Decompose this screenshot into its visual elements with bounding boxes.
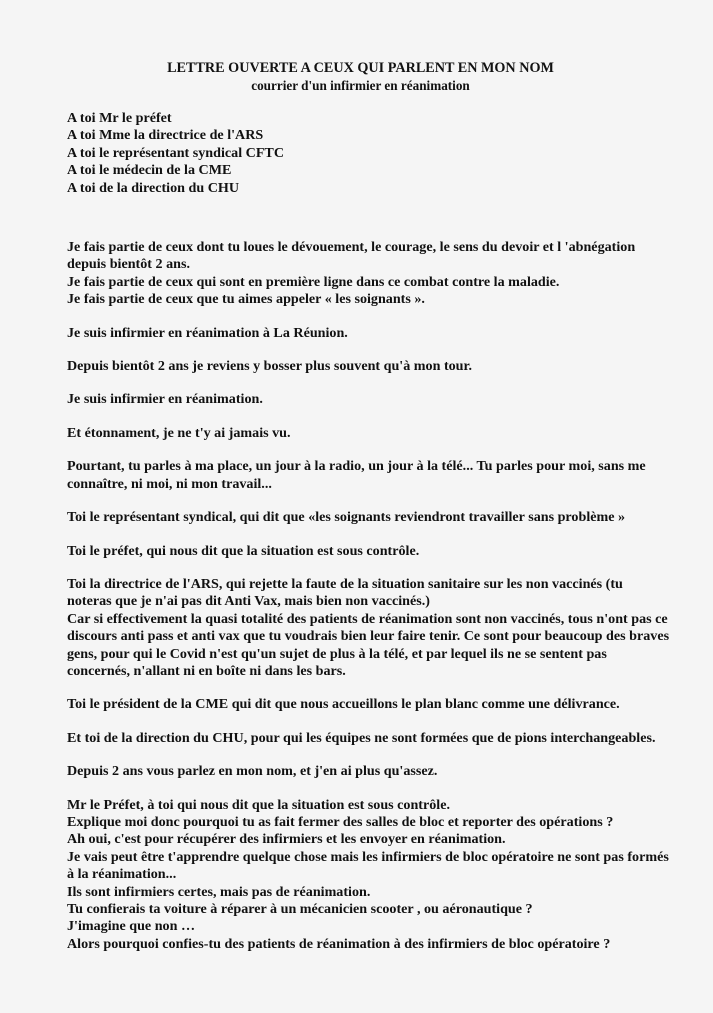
paragraph-line: Je suis infirmier en réanimation à La Réunion. — [67, 324, 348, 341]
paragraph-line: Je suis infirmier en réanimation. — [67, 391, 263, 408]
paragraph-line: connaître, ni moi, ni mon travail... — [67, 475, 272, 492]
paragraph-line: Et toi de la direction du CHU, pour qui les équipes ne sont formées que de pions interchangeables. — [67, 729, 656, 746]
paragraph-line: noteras que je n'ai pas dit Anti Vax, mais bien non vaccinés.) — [67, 593, 430, 610]
paragraph-line: Pourtant, tu parles à ma place, un jour à la radio, un jour à la télé... Tu parles pour moi, sans me — [67, 458, 646, 475]
paragraph-line: gens, pour qui le Covid n'est qu'un sujet de plus à la télé, et par lequel ils ne se sentent pas — [67, 645, 607, 662]
paragraph-line: depuis bientôt 2 ans. — [67, 256, 190, 273]
paragraph-line: Ah oui, c'est pour récupérer des infirmiers et les envoyer en réanimation. — [67, 831, 506, 848]
paragraph-line: Toi le préfet, qui nous dit que la situation est sous contrôle. — [67, 542, 420, 559]
letter-subtitle: courrier d'un infirmier en réanimation — [251, 78, 470, 93]
paragraph-line: Je fais partie de ceux qui sont en première ligne dans ce combat contre la maladie. — [67, 273, 560, 290]
paragraph-line: Toi le président de la CME qui dit que nous accueillons le plan blanc comme une délivrance. — [67, 696, 620, 713]
paragraph-line: Je fais partie de ceux dont tu loues le dévouement, le courage, le sens du devoir et l 'abnégation — [67, 239, 636, 256]
paragraph-line: Je fais partie de ceux que tu aimes appeler « les soignants ». — [67, 291, 425, 308]
paragraph-line: Tu confierais ta voiture à réparer à un mécanicien scooter , ou aéronautique ? — [67, 901, 533, 917]
letter-body — [67, 110, 670, 953]
title-block — [0, 60, 713, 94]
addressee-line: A toi le médecin de la CME — [67, 162, 232, 179]
paragraph-line: Car si effectivement la quasi totalité des patients de réanimation sont non vaccinés, tous n'ont pas ce — [67, 610, 668, 627]
paragraph-line: Explique moi donc pourquoi tu as fait fermer des salles de bloc et reporter des opérations ? — [67, 813, 614, 830]
paragraph-prefet — [67, 797, 667, 954]
paragraph-line: Toi la directrice de l'ARS, qui rejette la faute de la situation sanitaire sur les non vaccinés (tu — [67, 575, 623, 592]
addressee-line: A toi Mr le préfet — [67, 110, 172, 126]
paragraph-line: Mr le Préfet, à toi qui nous dit que la situation est sous contrôle. — [67, 796, 451, 813]
letter-title: LETTRE OUVERTE A CEUX QUI PARLENT EN MON NOM — [167, 60, 554, 76]
paragraph-line: Toi le représentant syndical, qui dit que «les soignants reviendront travailler sans problème » — [67, 509, 626, 526]
addressee-list — [67, 110, 667, 197]
addressee-line: A toi de la direction du CHU — [67, 179, 240, 196]
addressee-line: A toi le représentant syndical CFTC — [67, 144, 285, 161]
paragraph-line: Alors pourquoi confies-tu des patients de réanimation à des infirmiers de bloc opératoire ? — [67, 935, 611, 952]
paragraph-line: à la réanimation... — [67, 866, 177, 883]
paragraph-line: Depuis 2 ans vous parlez en mon nom, et j'en ai plus qu'assez. — [67, 763, 438, 780]
paragraph-line: Et étonnament, je ne t'y ai jamais vu. — [67, 424, 291, 441]
paragraph-line: J'imagine que non … — [67, 918, 196, 935]
addressee-line: A toi Mme la directrice de l'ARS — [67, 127, 264, 144]
paragraph-pourtant — [67, 458, 667, 493]
paragraph-line: discours anti pass et anti vax que tu voudrais bien leur faire tenir. Ce sont pour beaucoup des braves — [67, 628, 670, 645]
paragraph-intro — [67, 239, 667, 309]
paragraph-ars — [67, 575, 670, 680]
paragraph-line: Ils sont infirmiers certes, mais pas de réanimation. — [67, 883, 371, 900]
paragraph-line: Je vais peut être t'apprendre quelque chose mais les infirmiers de bloc opératoire ne sont pas formés — [67, 848, 669, 865]
paragraph-line: Depuis bientôt 2 ans je reviens y bosser plus souvent qu'à mon tour. — [67, 358, 473, 375]
paragraph-line: concernés, n'allant ni en boîte ni dans les bars. — [67, 662, 346, 679]
